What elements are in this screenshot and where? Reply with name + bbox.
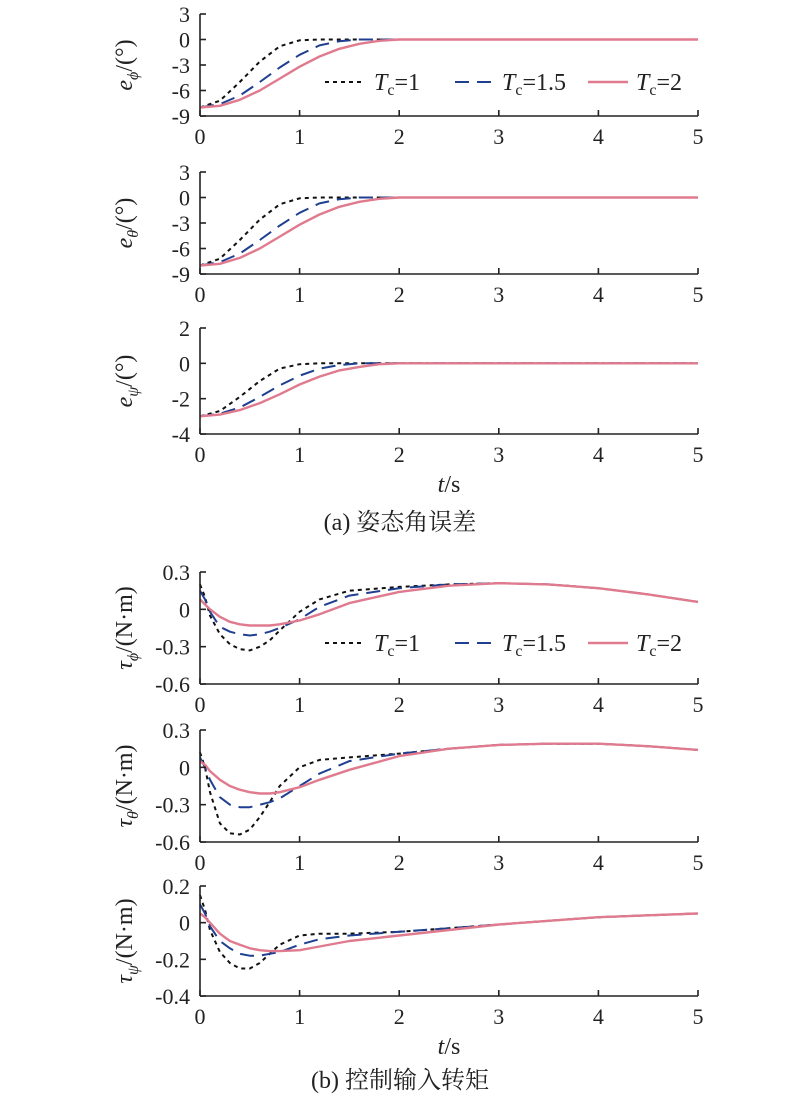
y-tick-label: 0 xyxy=(179,755,190,781)
y-axis-label-unit: /(°) xyxy=(112,197,138,230)
svg-text:Tc=1 xyxy=(374,631,420,660)
legend-entry-tc2 xyxy=(588,70,682,99)
x-tick-label: 1 xyxy=(294,282,306,307)
x-tick-label: 2 xyxy=(393,1004,405,1029)
y-tick-label: -0.3 xyxy=(155,634,190,660)
x-tick-label: 2 xyxy=(393,282,405,307)
panel-a-3 xyxy=(112,316,704,498)
y-axis-label xyxy=(112,39,142,90)
x-tick-label: 1 xyxy=(294,442,306,467)
y-axis-label-sub: ψ xyxy=(125,965,142,975)
x-tick-label: 4 xyxy=(592,850,604,875)
y-tick-label: -0.6 xyxy=(155,672,190,697)
legend-eq-tc15: =1.5 xyxy=(522,70,567,96)
legend-sub-tc15: c xyxy=(515,82,523,99)
svg-text:Tc=2 xyxy=(636,70,682,99)
x-tick-label: 4 xyxy=(592,692,604,717)
y-axis-label-unit: /(°) xyxy=(112,354,138,387)
legend-b-eq-tc15: =1.5 xyxy=(522,631,567,657)
svg-text:Tc=1.5 xyxy=(502,70,566,99)
y-tick-label: -6 xyxy=(171,236,190,262)
y-tick-label: -0.2 xyxy=(155,947,190,973)
y-tick-label: 0.3 xyxy=(162,718,190,743)
x-tick-label: 5 xyxy=(692,1004,704,1029)
series-line-tc=1 xyxy=(200,198,698,266)
y-tick-label: 0.2 xyxy=(162,874,190,899)
y-axis-label-sub: θ xyxy=(125,229,142,238)
x-tick-label: 3 xyxy=(493,1004,505,1029)
legend-var-tc15: T xyxy=(502,70,516,96)
y-axis-label-unit: /(N·m) xyxy=(112,898,138,966)
series-line-tc=1 xyxy=(200,895,698,968)
x-tick-label: 4 xyxy=(592,282,604,307)
legend-sub-tc2: c xyxy=(649,82,657,99)
legend-b-entry-tc15 xyxy=(455,631,566,660)
legend-b-eq-tc1: =1 xyxy=(394,631,421,657)
x-tick-label: 3 xyxy=(493,692,505,717)
x-tick-label: 3 xyxy=(493,124,505,149)
y-axis-label-symbol: τ xyxy=(112,661,138,670)
y-axis-label-sub: ϕ xyxy=(125,652,142,662)
x-tick-label: 0 xyxy=(194,1004,206,1029)
legend-b-sub-tc15: c xyxy=(515,643,523,660)
legend-b-var-tc15: T xyxy=(502,631,516,657)
caption-a: (a) 姿态角误差 xyxy=(323,510,477,536)
x-tick-label: 0 xyxy=(194,282,206,307)
x-tick-label: 5 xyxy=(692,442,704,467)
x-axis-label-unit: /s xyxy=(444,472,461,498)
svg-text:Tc=1 xyxy=(374,70,420,99)
series-line-tc=15 xyxy=(200,198,698,266)
y-axis-label-symbol: e xyxy=(112,396,138,408)
x-tick-label: 0 xyxy=(194,124,206,149)
legend-eq-tc1: =1 xyxy=(394,70,421,96)
legend-b-var-tc1: T xyxy=(374,631,388,657)
x-tick-label: 4 xyxy=(592,1004,604,1029)
y-tick-label: 0 xyxy=(179,185,190,211)
x-tick-label: 5 xyxy=(692,282,704,307)
svg-text:Tc=2 xyxy=(636,631,682,660)
y-axis-label xyxy=(112,198,142,249)
legend-a xyxy=(325,70,682,99)
y-axis-label-symbol: e xyxy=(112,79,138,91)
y-tick-label: 0 xyxy=(179,27,190,53)
y-tick-label: 0.3 xyxy=(162,560,190,585)
y-axis-label-sub: θ xyxy=(125,811,142,819)
y-tick-label: -0.3 xyxy=(155,792,190,818)
y-tick-label: -9 xyxy=(171,262,190,287)
y-axis-label-symbol: τ xyxy=(112,975,138,984)
x-tick-label: 5 xyxy=(692,124,704,149)
x-tick-label: 5 xyxy=(692,850,704,875)
y-axis-label-unit: /(N·m) xyxy=(112,586,138,653)
x-axis-label-var: t xyxy=(437,1034,445,1060)
x-axis-label-var: t xyxy=(437,472,445,498)
x-tick-label: 4 xyxy=(592,442,604,467)
y-tick-label: 0 xyxy=(179,910,190,936)
legend-b-sub-tc1: c xyxy=(387,643,395,660)
x-tick-label: 0 xyxy=(194,442,206,467)
y-axis-label xyxy=(112,586,142,670)
series-line-tc=1 xyxy=(200,744,698,835)
y-tick-label: -0.6 xyxy=(155,830,190,855)
series-line-tc=1 xyxy=(200,583,698,650)
svg-text:Tc=1.5 xyxy=(502,631,566,660)
x-tick-label: 0 xyxy=(194,692,206,717)
y-tick-label: -4 xyxy=(171,422,190,447)
legend-entry-tc15 xyxy=(455,70,566,99)
legend-b xyxy=(325,631,682,660)
y-tick-label: 3 xyxy=(179,160,190,185)
y-tick-label: 0 xyxy=(179,597,190,623)
x-tick-label: 5 xyxy=(692,692,704,717)
x-tick-label: 3 xyxy=(493,442,505,467)
y-axis-label xyxy=(112,355,142,408)
y-axis-label-sub: ψ xyxy=(125,386,142,397)
legend-sub-tc1: c xyxy=(387,82,395,99)
y-tick-label: 3 xyxy=(179,2,190,27)
x-tick-label: 1 xyxy=(294,692,306,717)
y-axis-label-symbol: τ xyxy=(112,818,138,828)
y-axis-label xyxy=(112,898,142,983)
legend-eq-tc2: =2 xyxy=(656,70,683,96)
legend-b-eq-tc2: =2 xyxy=(656,631,683,657)
x-tick-label: 2 xyxy=(393,124,405,149)
legend-b-sub-tc2: c xyxy=(649,643,657,660)
y-tick-label: -2 xyxy=(171,386,190,412)
x-tick-label: 2 xyxy=(393,850,405,875)
y-tick-label: 0 xyxy=(179,351,190,377)
series-line-tc=15 xyxy=(200,744,698,808)
y-axis-label-unit: /(°) xyxy=(112,39,138,72)
y-tick-label: -3 xyxy=(171,211,190,236)
panel-a-2 xyxy=(112,160,704,307)
y-tick-label: -9 xyxy=(171,104,190,129)
legend-var-tc2: T xyxy=(636,70,650,96)
series-line-tc=15 xyxy=(200,40,698,108)
y-axis-label-sub: ϕ xyxy=(125,71,142,80)
x-tick-label: 3 xyxy=(493,282,505,307)
legend-b-entry-tc2 xyxy=(588,631,682,660)
x-tick-label: 4 xyxy=(592,124,604,149)
series-line-tc=2 xyxy=(200,198,698,266)
x-tick-label: 2 xyxy=(393,692,405,717)
series-line-tc=1 xyxy=(200,40,698,108)
series-line-tc=2 xyxy=(200,744,698,794)
y-tick-label: -0.4 xyxy=(155,984,190,1009)
panel-b-3 xyxy=(112,874,704,1060)
y-tick-label: -6 xyxy=(171,78,190,104)
x-axis-label-unit: /s xyxy=(444,1034,461,1060)
y-axis-label xyxy=(112,744,142,827)
legend-var-tc1: T xyxy=(374,70,388,96)
x-tick-label: 3 xyxy=(493,850,505,875)
x-tick-label: 1 xyxy=(294,1004,306,1029)
y-axis-label-unit: /(N·m) xyxy=(112,744,138,812)
caption-b: (b) 控制输入转矩 xyxy=(311,1068,489,1094)
y-tick-label: -3 xyxy=(171,53,190,78)
legend-b-var-tc2: T xyxy=(636,631,650,657)
series-line-tc=2 xyxy=(200,914,698,952)
series-line-tc=2 xyxy=(200,40,698,108)
x-tick-label: 1 xyxy=(294,850,306,875)
legend-entry-tc1 xyxy=(325,70,420,99)
x-tick-label: 0 xyxy=(194,850,206,875)
series-line-tc=2 xyxy=(200,583,698,625)
x-tick-label: 2 xyxy=(393,442,405,467)
x-tick-label: 1 xyxy=(294,124,306,149)
y-axis-label-symbol: e xyxy=(112,237,138,249)
legend-b-entry-tc1 xyxy=(325,631,420,660)
panel-b-2 xyxy=(112,718,704,875)
y-tick-label: 2 xyxy=(179,316,190,341)
series-line-tc=1 xyxy=(200,363,698,416)
x-axis-label xyxy=(438,472,461,498)
x-axis-label xyxy=(438,1034,461,1060)
